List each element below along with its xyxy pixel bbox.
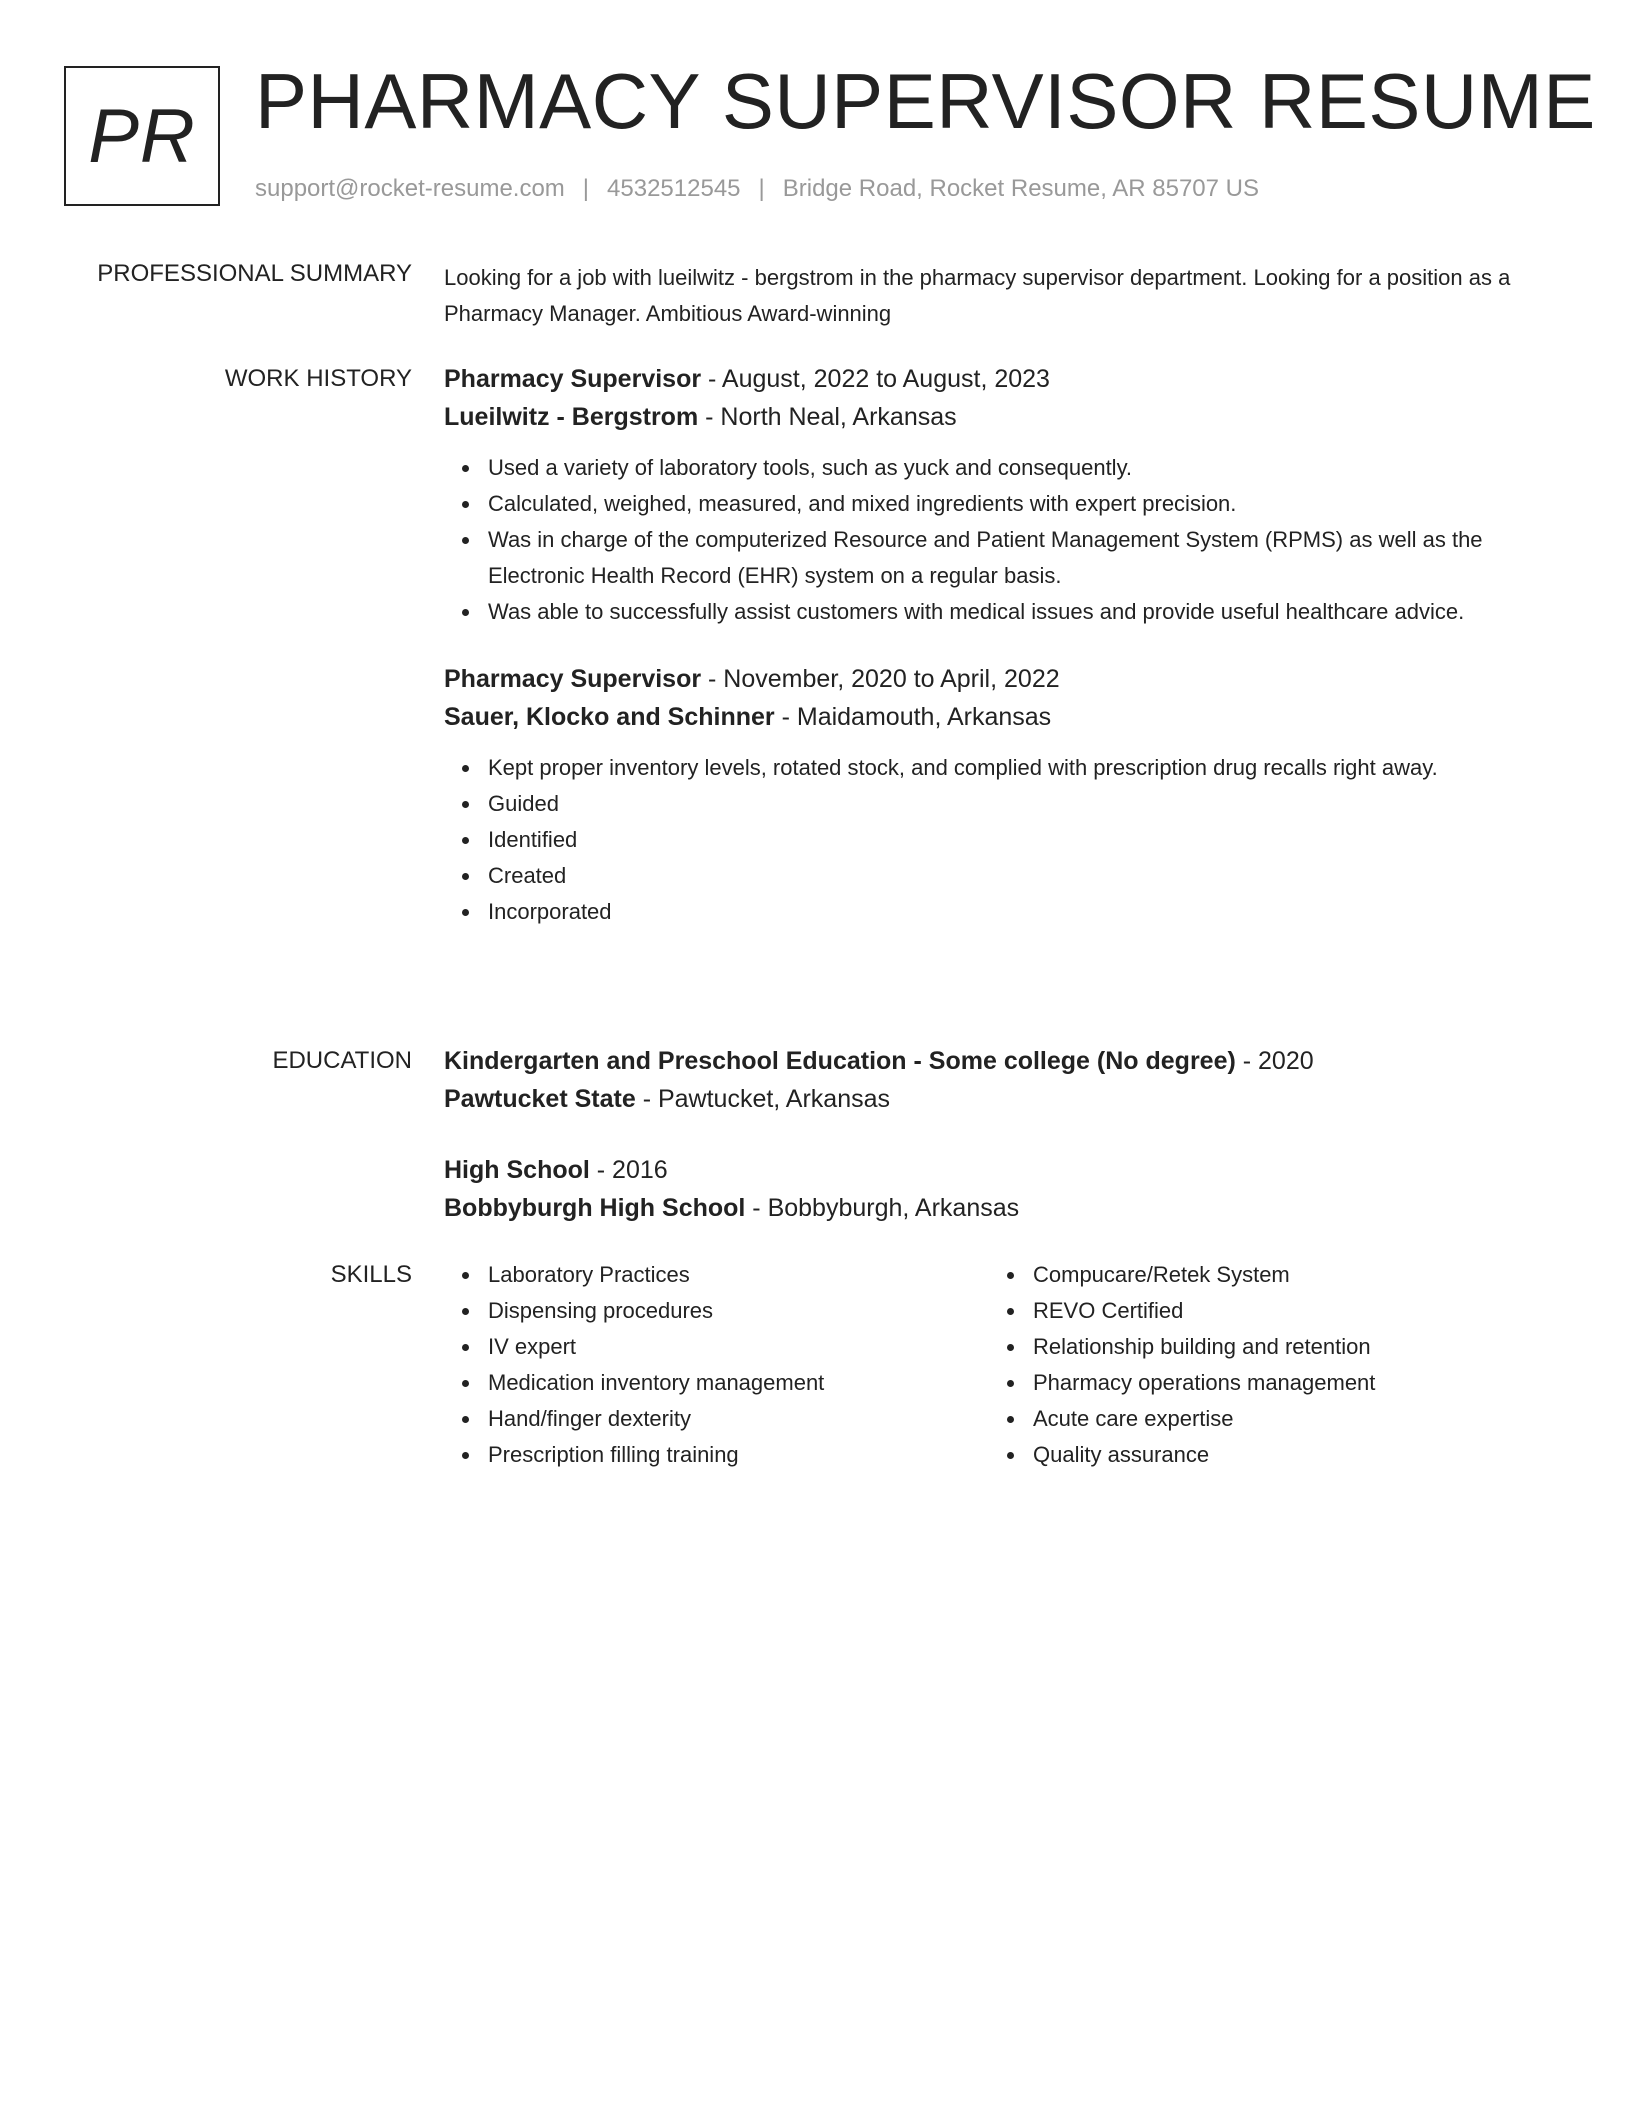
monogram-initials: PR [88,93,196,179]
education-entry [444,1151,1554,1227]
school-name: Bobbyburgh High School [444,1194,746,1222]
job-bullet: Was in charge of the computerized Resource and Patient Management System (RPMS) as well as the Electronic Health Record (EHR) system on a regular basis. [488,522,1554,594]
skill-item: Quality assurance [1033,1437,1534,1473]
school-location: - Bobbyburgh, Arkansas [745,1194,1020,1222]
skill-item: Medication inventory management [488,1365,989,1401]
job-bullet: Kept proper inventory levels, rotated stock, and complied with prescription drug recalls right away. [488,750,1554,786]
section-heading-skills: SKILLS [330,1261,412,1288]
skills-column-left [444,1257,989,1473]
skill-item: Prescription filling training [488,1437,989,1473]
contact-phone: 4532512545 [607,175,741,202]
degree-name: Kindergarten and Preschool Education - Some college (No degree) [444,1047,1236,1075]
job-company: Sauer, Klocko and Schinner [444,703,775,731]
skill-item: Laboratory Practices [488,1257,989,1293]
skill-item: REVO Certified [1033,1293,1534,1329]
contact-address: Bridge Road, Rocket Resume, AR 85707 US [782,175,1259,202]
skills-column-right [989,1257,1534,1473]
job-bullet: Calculated, weighed, measured, and mixed ingredients with expert precision. [488,486,1554,522]
job-location: - North Neal, Arkansas [698,403,957,431]
job-title: Pharmacy Supervisor [444,365,702,393]
section-heading-work-history: WORK HISTORY [224,365,412,392]
job-bullet: Guided [488,786,1554,822]
section-heading-education: EDUCATION [272,1047,412,1074]
summary-text: Looking for a job with lueilwitz - bergstrom in the pharmacy supervisor department. Looking for a position as a Pharmacy Manager. Ambitious Award-winning [444,265,1511,326]
skill-item: Acute care expertise [1033,1401,1534,1437]
degree-year: - 2016 [589,1156,668,1184]
contact-line [255,174,1259,204]
job-bullet: Incorporated [488,894,1554,930]
job-bullets [444,750,1554,930]
job-entry [444,360,1554,630]
job-bullet: Created [488,858,1554,894]
education-entry [444,1042,1554,1118]
school-name: Pawtucket State [444,1085,636,1113]
degree-line [444,1151,1554,1189]
contact-email: support@rocket-resume.com [255,175,565,202]
job-bullet: Was able to successfully assist customers with medical issues and provide useful healthcare advice. [488,594,1554,630]
degree-year: - 2020 [1235,1047,1314,1075]
job-dates: - August, 2022 to August, 2023 [701,365,1050,393]
contact-separator: | [582,175,590,202]
degree-name: High School [444,1156,590,1184]
degree-line [444,1042,1554,1080]
job-title: Pharmacy Supervisor [444,665,702,693]
skill-item: Dispensing procedures [488,1293,989,1329]
job-title-line [444,360,1554,398]
monogram-box [64,66,220,206]
skill-item: IV expert [488,1329,989,1365]
school-location: - Pawtucket, Arkansas [635,1085,891,1113]
job-location: - Maidamouth, Arkansas [774,703,1052,731]
skills-body [444,1257,1554,1473]
summary-body [444,260,1554,332]
skills-list-right [989,1257,1534,1473]
skill-item: Pharmacy operations management [1033,1365,1534,1401]
work-history-body [444,360,1554,930]
job-company: Lueilwitz - Bergstrom [444,403,699,431]
skill-item: Hand/finger dexterity [488,1401,989,1437]
skills-columns [444,1257,1554,1473]
school-line [444,1080,1554,1118]
job-bullet: Identified [488,822,1554,858]
skill-item: Relationship building and retention [1033,1329,1534,1365]
section-heading-summary: PROFESSIONAL SUMMARY [97,260,412,287]
skill-item: Compucare/Retek System [1033,1257,1534,1293]
job-entry [444,660,1554,930]
school-line [444,1189,1554,1227]
job-company-line [444,398,1554,436]
job-company-line [444,698,1554,736]
skills-list-left [444,1257,989,1473]
job-bullets [444,450,1554,630]
resume-title: PHARMACY SUPERVISOR RESUME [255,57,1596,145]
contact-separator: | [758,175,765,202]
job-dates: - November, 2020 to April, 2022 [701,665,1060,693]
education-body [444,1042,1554,1227]
job-bullet: Used a variety of laboratory tools, such as yuck and consequently. [488,450,1554,486]
job-title-line [444,660,1554,698]
